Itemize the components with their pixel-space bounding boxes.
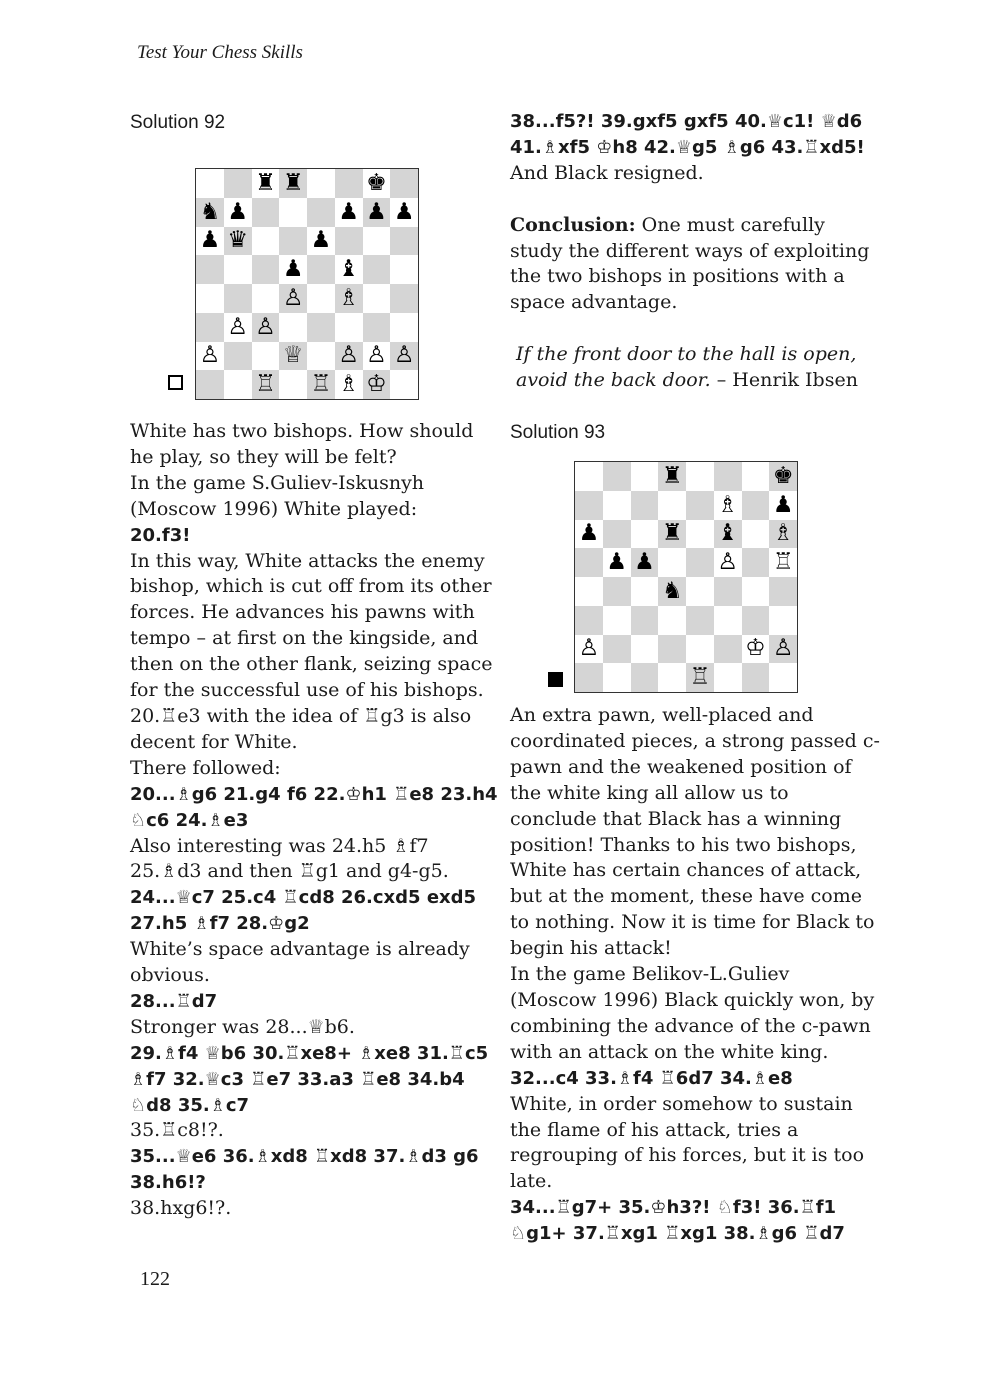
white-pawn-icon: ♙ [717,549,738,576]
board-square [742,462,770,491]
white-bishop-icon: ♗ [717,491,738,518]
move-sequence: 32...c4 33.♗f4 ♖6d7 34.♗e8 [510,1067,793,1089]
board-square [335,227,363,256]
solution-92-title: Solution 92 [130,112,226,133]
board-square [279,198,307,227]
board-square [279,342,307,371]
black-pawn-icon: ♟ [393,198,415,225]
board-square [686,663,714,692]
board-square [658,491,686,520]
conclusion-label: Conclusion: [510,213,636,236]
white-bishop-icon: ♗ [772,520,794,547]
board-square [252,370,280,399]
board-square [335,198,363,227]
board-square [769,520,797,549]
board-square [769,548,797,577]
board-square [658,520,686,549]
board-square [335,169,363,198]
board-square [603,606,631,635]
black-pawn-icon: ♟ [578,520,600,547]
commentary-paragraph: White has two bishops. How should he play, so they will be felt? [130,420,474,468]
board-square [307,370,335,399]
move-sequence: 38...f5?! 39.gxf5 gxf5 40.♕c1! ♕d6 41.♗xf5 ♔h8 42.♕g5 ♗g6 43.♖xd5! [510,111,865,158]
board-square [686,635,714,664]
board-square [279,284,307,313]
board-square [769,663,797,692]
black-pawn-icon: ♟ [366,198,387,225]
board-square [686,606,714,635]
board-square [196,198,224,227]
board-square [769,462,797,491]
board-square [658,462,686,491]
board-square [307,169,335,198]
board-square [631,663,659,692]
board-square [603,520,631,549]
commentary-paragraph: Stronger was 28...♕b6. [130,1015,355,1038]
black-pawn-icon: ♟ [282,256,304,283]
board-square [603,635,631,664]
board-square [575,462,603,491]
running-header: Test Your Chess Skills [137,42,303,63]
white-to-move-marker [168,375,183,390]
board-square [307,227,335,256]
board-square [252,342,280,371]
board-square [224,313,252,342]
black-knight-icon: ♞ [199,198,221,225]
black-pawn-icon: ♟ [606,549,627,576]
board-square [603,663,631,692]
white-pawn-icon: ♙ [282,284,304,311]
board-square [363,169,391,198]
board-square [224,370,252,399]
board-square [658,606,686,635]
commentary-paragraph: White’s space advantage is already obvious. [130,938,470,987]
board-square [363,227,391,256]
board-square [575,663,603,692]
move-sequence: 29.♗f4 ♕b6 30.♖xe8+ ♗xe8 31.♖c5 ♗f7 32.♕c3 ♖e7 33.a3 ♖e8 34.b4 ♘d8 35.♗c7 [130,1042,489,1116]
board-square [631,635,659,664]
board-square [252,169,280,198]
board-square [196,313,224,342]
chess-diagram-93 [574,461,798,693]
board-square [575,520,603,549]
board-square [196,227,224,256]
board-square [714,577,742,606]
board-square [307,313,335,342]
board-square [390,370,418,399]
quote-author: – Henrik Ibsen [710,368,858,391]
board-square [631,577,659,606]
board-square [307,284,335,313]
board-square [686,491,714,520]
board-square [390,342,418,371]
board-square [742,577,770,606]
board-square [769,577,797,606]
page-number: 122 [140,1268,170,1290]
board-square [603,548,631,577]
board-square [363,284,391,313]
board-square [307,198,335,227]
board-square [686,462,714,491]
board-square [279,255,307,284]
paragraph-gap [510,187,880,213]
board-square [742,635,770,664]
board-square [390,169,418,198]
white-pawn-icon: ♙ [578,635,600,662]
white-rook-icon: ♖ [772,549,794,576]
black-pawn-icon: ♟ [227,198,248,225]
white-king-icon: ♔ [745,635,766,662]
move-sequence: 28...♖d7 [130,990,218,1012]
white-pawn-icon: ♙ [366,342,387,369]
board-square [658,577,686,606]
black-rook-icon: ♜ [255,169,276,196]
board-square [714,635,742,664]
commentary-paragraph: And Black resigned. [510,161,704,184]
board-square [307,342,335,371]
board-square [252,227,280,256]
board-square [714,606,742,635]
white-bishop-icon: ♗ [338,371,359,398]
board-square [575,548,603,577]
board-square [224,169,252,198]
board-square [335,342,363,371]
board-square [742,491,770,520]
board-square [603,491,631,520]
commentary-paragraph: In this way, White attacks the enemy bishop, which is cut off from its other forces. He advances his pawns with tempo – at first on the kingside, and then on the other flank, seizing space for the successful use of his bishops. [130,549,493,702]
black-king-icon: ♚ [366,169,387,196]
board-square [390,255,418,284]
board-square [224,284,252,313]
board-square [252,313,280,342]
white-rook-icon: ♖ [689,664,711,691]
board-square [742,663,770,692]
board-square [224,342,252,371]
board-square [631,606,659,635]
solution-93-text [510,703,880,1247]
board-square [714,548,742,577]
black-king-icon: ♚ [772,462,794,489]
white-pawn-icon: ♙ [338,342,359,369]
board-square [363,370,391,399]
white-queen-icon: ♕ [282,342,304,369]
commentary-paragraph: Also interesting was 24.h5 ♗f7 25.♗d3 and then ♖g1 and g4-g5. [130,834,449,883]
board-square [742,520,770,549]
board-square [390,313,418,342]
black-to-move-marker [548,672,563,687]
white-pawn-icon: ♙ [255,313,276,340]
black-pawn-icon: ♟ [338,198,359,225]
board-square [575,606,603,635]
black-queen-icon: ♛ [227,227,248,254]
white-pawn-icon: ♙ [227,313,248,340]
white-rook-icon: ♖ [310,371,332,398]
board-square [658,548,686,577]
board-square [714,663,742,692]
black-bishop-icon: ♝ [338,256,359,283]
board-square [769,635,797,664]
solution-93-title: Solution 93 [510,422,606,443]
board-square [279,313,307,342]
board-square [714,520,742,549]
board-square [279,169,307,198]
board-square [686,577,714,606]
black-rook-icon: ♜ [282,169,304,196]
commentary-paragraph: An extra pawn, well-placed and coordinated pieces, a strong passed c-pawn and the weakened position of the white king all allow us to conclude that Black has a winning position! Thanks to his two bishops, White has certain chances of attack, but at the moment, these have come to nothing. Now it is time for Black to begin his attack! [510,704,880,960]
board-square [575,635,603,664]
board-square [686,548,714,577]
black-knight-icon: ♞ [661,577,683,604]
commentary-paragraph: 38.hxg6!?. [130,1197,232,1220]
board-square [335,370,363,399]
white-rook-icon: ♖ [255,371,276,398]
board-square [363,313,391,342]
black-rook-icon: ♜ [661,462,683,489]
board-square [390,227,418,256]
board-square [390,284,418,313]
quote-text: If the front door to the hall is open, avoid the back door. [516,343,857,391]
board-square [335,284,363,313]
commentary-paragraph: White, in order somehow to sustain the flame of his attack, tries a regrouping of his forces, but it is too late. [510,1092,865,1193]
board-square [714,462,742,491]
board-square [335,313,363,342]
board-square [631,548,659,577]
board-square [196,370,224,399]
board-square [742,548,770,577]
board-square [252,198,280,227]
board-square [769,606,797,635]
board-square [196,169,224,198]
board-square [224,255,252,284]
board-square [742,606,770,635]
move-sequence: 34...♖g7+ 35.♔h3?! ♘f3! 36.♖f1 ♘g1+ 37.♖xg1 ♖xg1 38.♗g6 ♖d7 [510,1197,845,1245]
board-square [575,491,603,520]
board-square [252,284,280,313]
board-square [279,370,307,399]
board-square [252,255,280,284]
move-sequence: 20.f3! [130,524,191,546]
move-sequence: 24...♕c7 25.c4 ♖cd8 26.cxd5 exd5 27.h5 ♗f7 28.♔g2 [130,887,477,935]
board-square [335,255,363,284]
white-pawn-icon: ♙ [393,342,415,369]
board-square [224,227,252,256]
board-square [196,255,224,284]
move-sequence: 35...♕e6 36.♗xd8 ♖xd8 37.♗d3 g6 38.h6!? [130,1146,479,1194]
conclusion-text: One must carefully study the different ways of exploiting the two bishops in positions with a space advantage. [510,213,870,314]
board-square [363,342,391,371]
black-pawn-icon: ♟ [634,549,655,576]
board-square [769,491,797,520]
black-pawn-icon: ♟ [772,491,794,518]
black-pawn-icon: ♟ [310,227,332,254]
commentary-paragraph: There followed: [130,756,281,779]
board-square [224,198,252,227]
board-square [575,577,603,606]
board-square [603,577,631,606]
solution-92-text [130,419,500,1222]
board-square [603,462,631,491]
board-square [196,342,224,371]
commentary-paragraph: In the game Belikov-L.Guliev (Moscow 1996) Black quickly won, by combining the advance of the c-pawn with an attack on the white king. [510,963,875,1063]
white-bishop-icon: ♗ [338,284,359,311]
board-square [686,520,714,549]
board-square [631,520,659,549]
board-square [390,198,418,227]
board-square [307,255,335,284]
board-square [658,663,686,692]
conclusion-paragraph [510,213,880,317]
black-pawn-icon: ♟ [199,227,221,254]
commentary-paragraph: In the game S.Guliev-Iskusnyh (Moscow 1996) White played: [130,471,425,520]
board-square [363,198,391,227]
solution-92-continuation [510,109,880,316]
board-square [196,284,224,313]
commentary-paragraph: 20.♖e3 with the idea of ♖g3 is also decent for White. [130,704,472,753]
board-square [631,491,659,520]
board-square [658,635,686,664]
white-king-icon: ♔ [366,371,387,398]
board-square [363,255,391,284]
white-pawn-icon: ♙ [772,635,794,662]
quote [516,342,886,394]
white-pawn-icon: ♙ [199,342,221,369]
commentary-paragraph: 35.♖c8!?. [130,1119,224,1142]
black-rook-icon: ♜ [661,520,683,547]
black-bishop-icon: ♝ [717,520,738,547]
move-sequence: 20...♗g6 21.g4 f6 22.♔h1 ♖e8 23.h4 ♘c6 24.♗e3 [130,783,498,831]
chess-diagram-92 [195,168,419,400]
board-square [714,491,742,520]
board-square [631,462,659,491]
board-square [279,227,307,256]
